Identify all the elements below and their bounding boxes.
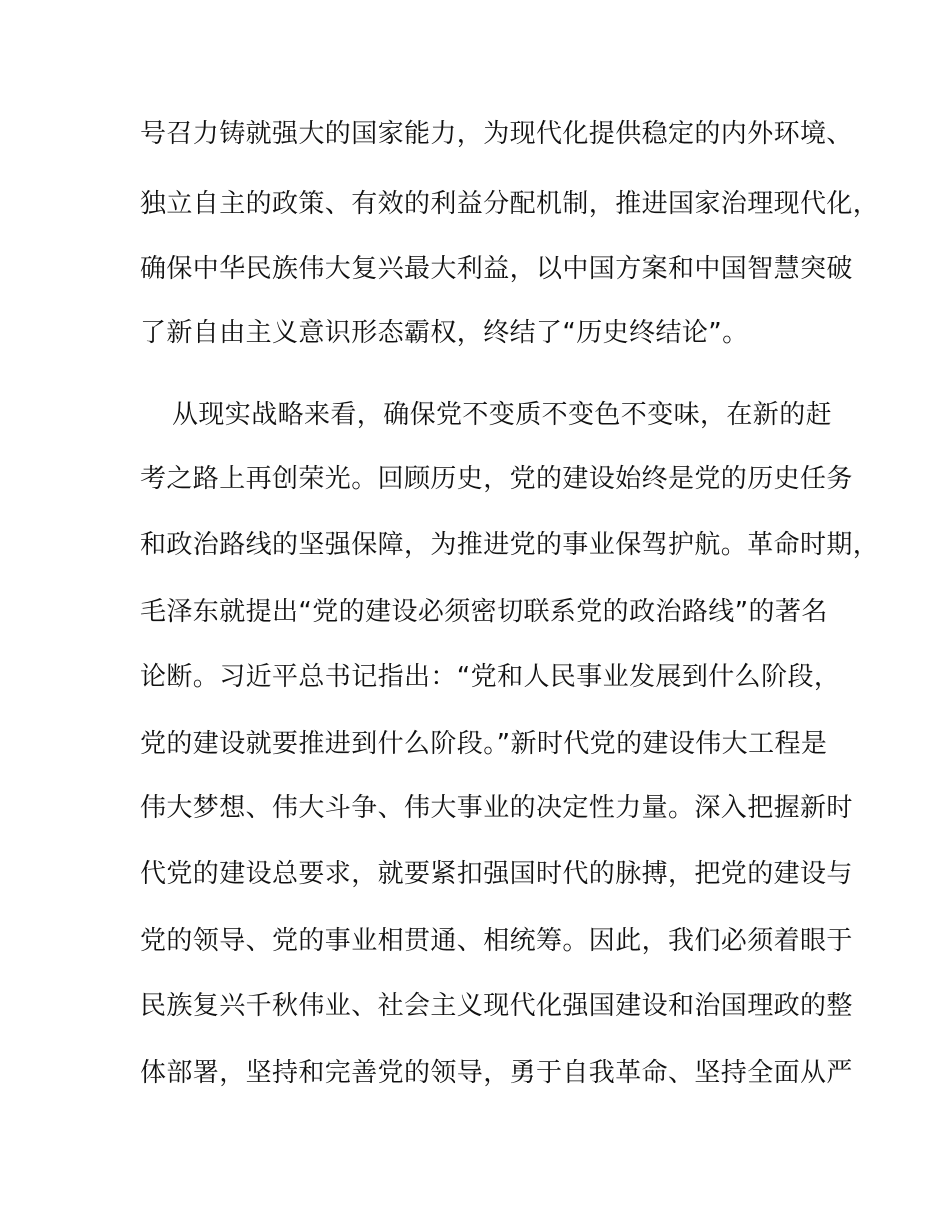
text-line: 了新自由主义意识形态霸权，终结了“历史终结论”。 — [140, 318, 749, 348]
text-line: 民族复兴千秋伟业、社会主义现代化强国建设和治国理政的整 — [140, 991, 853, 1021]
text-line: 毛泽东就提出“党的建设必须密切联系党的政治路线”的著名 — [140, 597, 828, 627]
text-line: 代党的建设总要求，就要紧扣强国时代的脉搏，把党的建设与 — [140, 859, 853, 889]
text-line: 党的建设就要推进到什么阶段。”新时代党的建设伟大工程是 — [140, 729, 828, 759]
text-line: 考之路上再创荣光。回顾历史，党的建设始终是党的历史任务 — [140, 464, 853, 494]
text-line: 独立自主的政策、有效的利益分配机制，推进国家治理现代化， — [140, 189, 880, 219]
text-line: 党的领导、党的事业相贯通、相统筹。因此，我们必须着眼于 — [140, 926, 853, 956]
text-line: 从现实战略来看，确保党不变质不变色不变味，在新的赶 — [172, 400, 833, 430]
text-line: 体部署，坚持和完善党的领导，勇于自我革命、坚持全面从严 — [140, 1058, 853, 1088]
text-line: 伟大梦想、伟大斗争、伟大事业的决定性力量。深入把握新时 — [140, 793, 853, 823]
text-line: 号召力铸就强大的国家能力，为现代化提供稳定的内外环境、 — [140, 119, 853, 149]
text-line: 和政治路线的坚强保障，为推进党的事业保驾护航。革命时期， — [140, 530, 880, 560]
text-line: 确保中华民族伟大复兴最大利益，以中国方案和中国智慧突破 — [140, 254, 853, 284]
text-line: 论断。习近平总书记指出：“党和人民事业发展到什么阶段， — [140, 662, 841, 692]
